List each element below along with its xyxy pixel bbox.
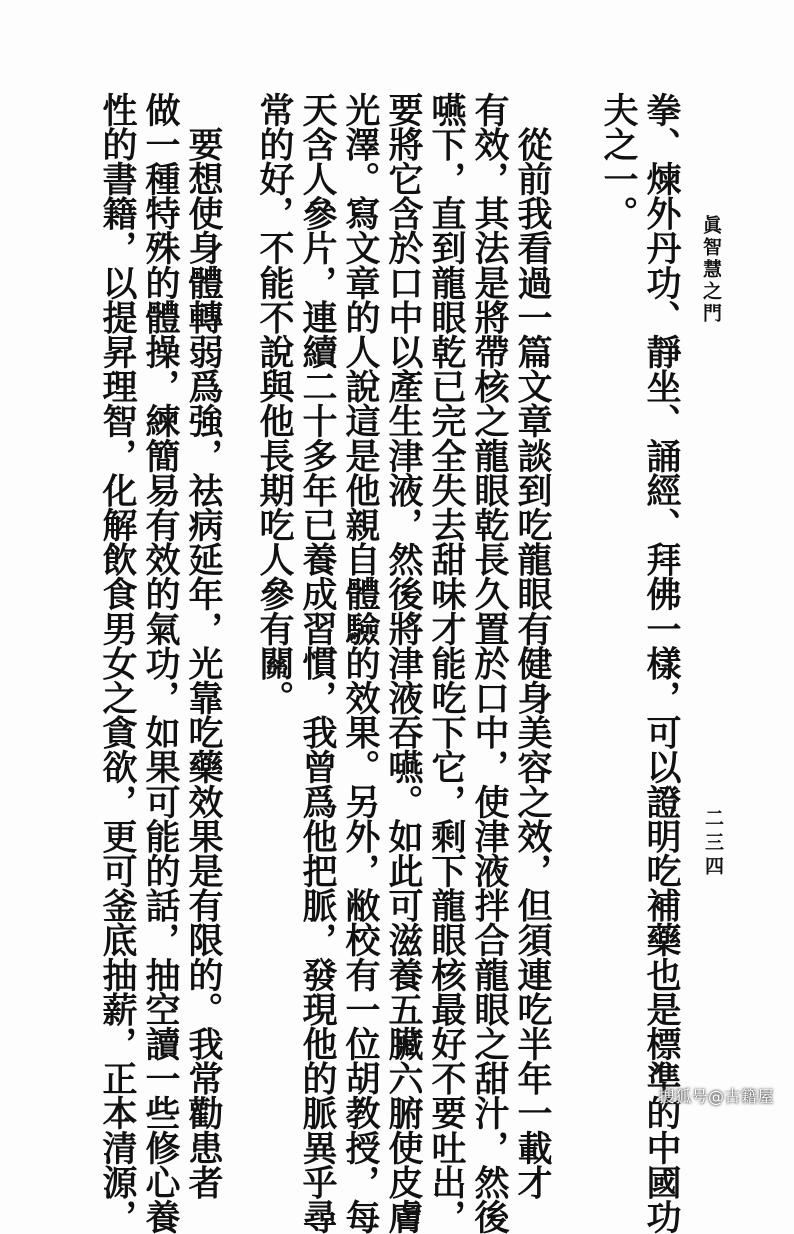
text-column: 性的書籍，以提昇理智，化解飲食男女之貪欲，更可釜底抽薪，正本清源， [97, 92, 138, 1234]
text-column: 做一種特殊的體操，練簡易有效的氣功，如果可能的話，抽空讀一些修心養 [140, 92, 181, 1234]
text-column: 有效，其法是將帶核之龍眼乾長久置於口中，使津液拌合龍眼之甜汁，然後 [469, 92, 510, 1234]
watermark: 搜狐号@古籍屋 [658, 1087, 774, 1106]
text-column: 嚥下，直到龍眼乾已完全失去甜味才能吃下它，剩下龍眼核最好不要吐出， [426, 92, 467, 1234]
page-number: 二三四 [702, 808, 724, 880]
text-column: 常的好，不能不說與他長期吃人參有關。 [254, 92, 295, 715]
text-column: 拳、煉外丹功、靜坐、誦經、拜佛一樣，可以證明吃補藥也是標準的中國功 [641, 92, 682, 1234]
text-column: 光澤。寫文章的人說這是他親自體驗的效果。另外，敝校有一位胡教授，每 [340, 92, 381, 1234]
text-column: 天含人參片，連續二十多年已養成習慣，我曾爲他把脈，發現他的脈異乎尋 [297, 92, 338, 1234]
text-column: 夫之一。 [598, 92, 639, 231]
running-head: 眞智慧之門 [700, 215, 722, 325]
text-column: 要想使身體轉弱爲強，祛病延年，光靠吃藥效果是有限的。我常勸患者 [183, 92, 224, 1200]
text-column: 要將它含於口中以產生津液，然後將津液吞嚥。如此可滋養五臟六腑使皮膚 [383, 92, 424, 1234]
text-column: 從前我看過一篇文章談到吃龍眼有健身美容之效，但須連吃半年一載才 [512, 92, 553, 1200]
